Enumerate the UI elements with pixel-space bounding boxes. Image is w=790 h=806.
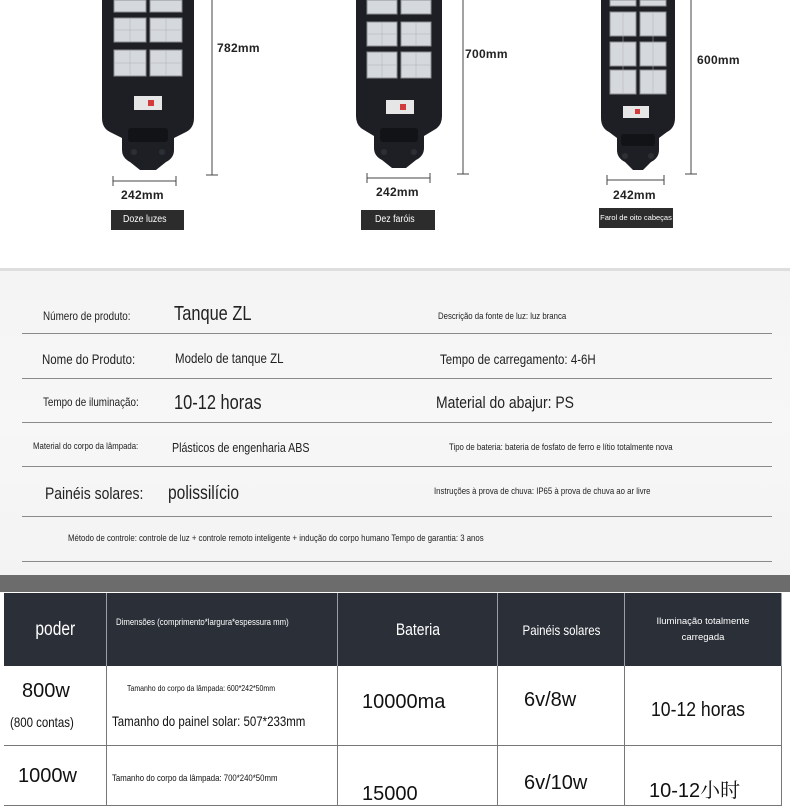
- product-name-value: Modelo de tanque ZL: [175, 350, 284, 366]
- lamp-eight-illustration: [599, 0, 677, 176]
- row-divider: [22, 561, 772, 562]
- table-row-2-power: 1000w: [4, 746, 107, 806]
- lamp-tag: Doze luzes: [111, 210, 184, 230]
- solar-panels-value: polissilício: [168, 483, 240, 504]
- header-battery: Bateria: [338, 593, 498, 666]
- light-source-description: Descrição da fonte de luz: luz branca: [438, 311, 567, 322]
- rain-proof-instructions: Instruções à prova de chuva: IP65 à prova de chuva ao ar livre: [434, 486, 651, 497]
- product-name-label: Nome do Produto:: [42, 351, 136, 367]
- table-row-1-power: 800w (800 contas): [4, 666, 107, 746]
- product-number-label: Número de produto:: [43, 309, 131, 323]
- battery-type: Tipo de bateria: bateria de fosfato de ferro e lítio totalmente nova: [449, 442, 673, 453]
- lamp-tag: Farol de oito cabeças: [599, 208, 673, 228]
- lamp-height-label: 600mm: [697, 53, 740, 67]
- lamp-tag: Dez faróis: [361, 210, 435, 230]
- control-method: Método de controle: controle de luz + controle remoto inteligente + indução do corpo humano Tempo de garantia: 3 anos: [68, 533, 484, 544]
- solar-panels-label: Painéis solares:: [45, 484, 144, 503]
- lamp-twelve-illustration: [100, 0, 196, 178]
- lighting-time-label: Tempo de iluminação:: [43, 395, 139, 409]
- shade-material: Material do abajur: PS: [436, 393, 574, 412]
- body-material-label: Material do corpo da lâmpada:: [33, 441, 139, 452]
- header-power: poder: [4, 593, 107, 666]
- height-dimension-line-1: [205, 0, 219, 178]
- lighting-time-value: 10-12 horas: [174, 392, 262, 414]
- body-material-value: Plásticos de engenharia ABS: [172, 440, 310, 455]
- width-dimension-line-1: [110, 175, 180, 187]
- spec-sheet: [0, 271, 790, 575]
- width-dimension-line-3: [604, 174, 668, 186]
- row-divider: [22, 422, 772, 423]
- row-divider: [22, 516, 772, 517]
- charging-time: Tempo de carregamento: 4-6H: [440, 351, 596, 367]
- lamp-width-label: 242mm: [376, 185, 419, 199]
- row-divider: [22, 333, 772, 334]
- table-row-2-lighting: 10-12小时: [625, 746, 782, 806]
- product-number-value: Tanque ZL: [174, 303, 252, 325]
- product-drawings: [0, 0, 790, 268]
- header-solar-panels: Painéis solares: [498, 593, 625, 666]
- lamp-height-label: 700mm: [465, 47, 508, 61]
- table-row-2-dimensions: Tamanho do corpo da lâmpada: 700*240*50mm: [107, 746, 338, 806]
- height-dimension-line-3: [684, 0, 698, 178]
- width-dimension-line-2: [364, 172, 434, 184]
- table-row-2-solar-panel: 6v/10w: [498, 746, 625, 806]
- lamp-width-label: 242mm: [613, 188, 656, 202]
- lamp-ten-illustration: [354, 0, 444, 176]
- header-dimensions: Dimensões (comprimento*largura*espessura mm): [107, 593, 338, 666]
- height-dimension-line-2: [456, 0, 470, 178]
- table-row-1-dimensions: Tamanho do corpo da lâmpada: 600*242*50mm Tamanho do painel solar: 507*233mm: [107, 666, 338, 746]
- header-full-charge-lighting: Iluminação totalmente carregada: [625, 593, 782, 666]
- lamp-width-label: 242mm: [121, 188, 164, 202]
- row-divider: [22, 378, 772, 379]
- lamp-height-label: 782mm: [217, 41, 260, 55]
- section-divider: [0, 575, 790, 592]
- table-row-1-solar-panel: 6v/8w: [498, 666, 625, 746]
- table-row-2-battery: 15000: [338, 746, 498, 806]
- table-row-1-battery: 10000ma: [338, 666, 498, 746]
- table-row-1-lighting: 10-12 horas: [625, 666, 782, 746]
- row-divider: [22, 466, 772, 467]
